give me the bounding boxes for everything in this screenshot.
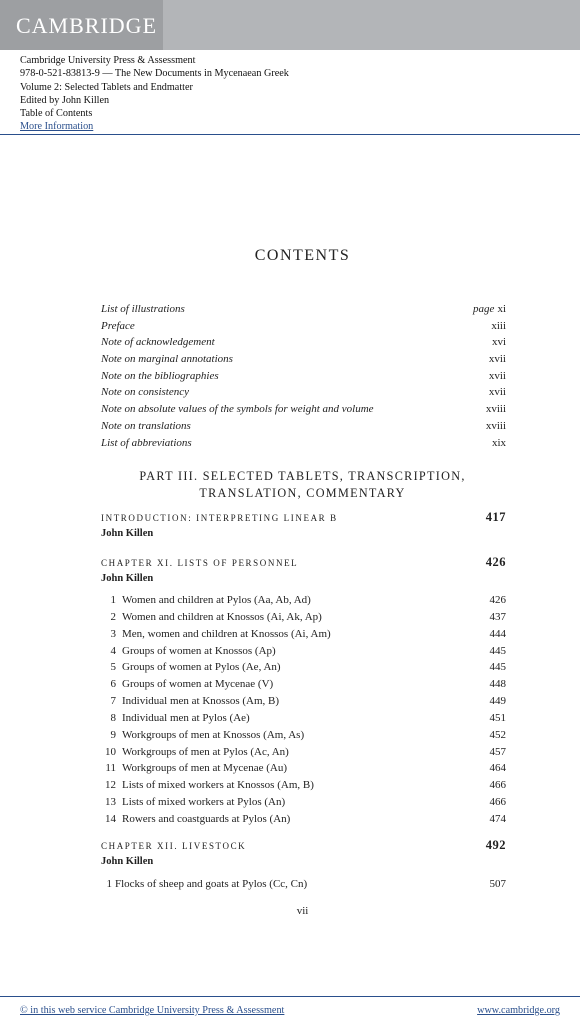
toc-item-label: Individual men at Knossos (Am, B) <box>122 695 280 708</box>
more-information-link[interactable]: More Information <box>20 121 94 133</box>
toc-item-label: Lists of mixed workers at Knossos (Am, B) <box>122 779 314 792</box>
toc-item <box>101 609 506 626</box>
front-matter-item <box>101 401 506 418</box>
front-matter-page: xvi <box>491 336 506 349</box>
toc-item-number: 4 <box>110 644 116 657</box>
toc-item-number: 1 <box>110 594 116 606</box>
toc-item-number: 9 <box>110 728 116 741</box>
contents-heading: CONTENTS <box>254 247 351 264</box>
toc-item <box>101 643 506 660</box>
introduction-author: John Killen <box>101 528 154 539</box>
toc-item-label: Workgroups of men at Mycenae (Au) <box>122 762 287 775</box>
toc-item-number: 14 <box>105 812 116 825</box>
toc-item-page: 449 <box>489 695 506 708</box>
isbn-title-line: 978-0-521-83813-9 — The New Documents in Mycenaean Greek <box>20 68 289 80</box>
chapter-xi-items <box>101 592 506 828</box>
toc-item-number: 8 <box>110 711 116 724</box>
logo-text: CAMBRIDGE <box>16 13 158 38</box>
chapter-xii-page: 492 <box>485 838 506 852</box>
front-matter-page-cell <box>486 384 506 401</box>
toc-item-number: 13 <box>105 796 116 809</box>
toc-item <box>101 760 506 777</box>
front-matter-item <box>101 334 506 351</box>
toc-item-page: 437 <box>489 610 506 623</box>
toc-item <box>101 811 506 828</box>
header-divider <box>0 134 580 135</box>
front-matter-item <box>101 435 506 452</box>
toc-item-page: 474 <box>489 812 506 825</box>
toc-item-label: Lists of mixed workers at Pylos (An) <box>122 796 286 809</box>
front-matter-title: Preface <box>101 319 135 332</box>
front-matter-page-cell <box>483 401 506 418</box>
front-matter-page-cell <box>486 351 506 368</box>
toc-item-label: Women and children at Knossos (Ai, Ak, Ap) <box>122 610 322 623</box>
toc-item-label: Groups of women at Mycenae (V) <box>122 678 274 691</box>
toc-item-label: Flocks of sheep and goats at Pylos (Cc, Cn) <box>115 878 308 890</box>
front-matter-page-cell <box>473 301 506 318</box>
chapter-xi-author: John Killen <box>101 573 154 584</box>
toc-item-page: 507 <box>489 878 506 890</box>
front-matter-page: xvii <box>488 369 506 382</box>
toc-item-number: 2 <box>110 610 116 623</box>
front-matter-page-cell <box>489 435 506 452</box>
front-matter-list <box>101 301 506 451</box>
toc-item <box>101 777 506 794</box>
chapter-xii-author: John Killen <box>101 856 154 867</box>
toc-item-label: Women and children at Pylos (Aa, Ab, Ad) <box>122 594 311 606</box>
front-matter-page: xiii <box>491 319 506 332</box>
publisher-line: Cambridge University Press & Assessment <box>20 55 196 66</box>
front-matter-item <box>101 318 506 335</box>
footer-divider <box>0 996 580 997</box>
front-matter-page: xvii <box>488 353 506 366</box>
toc-item-page: 444 <box>489 627 506 640</box>
toc-item <box>101 676 506 693</box>
toc-item-number: 7 <box>110 695 116 708</box>
copyright-link[interactable]: © in this web service Cambridge University Press & Assessment <box>20 1005 285 1016</box>
toc-item-page: 445 <box>489 644 506 657</box>
front-matter-page: xviii <box>485 403 506 416</box>
toc-item-label: Men, women and children at Knossos (Ai, Am) <box>122 627 331 640</box>
editor-line: Edited by John Killen <box>20 94 110 106</box>
toc-item-label: Workgroups of men at Knossos (Am, As) <box>122 728 305 741</box>
front-matter-item <box>101 301 506 318</box>
chapter-xi-page: 426 <box>485 555 506 569</box>
toc-item-page: 448 <box>489 678 506 691</box>
chapter-xii-entry <box>101 838 506 867</box>
toc-item-page: 452 <box>489 728 506 741</box>
page-prefix: page <box>473 303 495 315</box>
front-matter-page-cell <box>488 318 506 335</box>
toc-item <box>101 876 506 892</box>
toc-item-number: 1 <box>106 878 112 890</box>
toc-item-page: 457 <box>489 745 506 758</box>
toc-item <box>101 693 506 710</box>
toc-item-page: 466 <box>489 796 506 809</box>
front-matter-title: List of abbreviations <box>101 436 192 449</box>
front-matter-page-cell <box>489 334 506 351</box>
front-matter-item <box>101 384 506 401</box>
introduction-title: INTRODUCTION: INTERPRETING LINEAR B <box>101 513 338 523</box>
toc-item-label: Individual men at Pylos (Ae) <box>122 711 250 724</box>
front-matter-page: xix <box>491 436 506 449</box>
chapter-xii-items <box>101 876 506 892</box>
toc-item-label: Groups of women at Pylos (Ae, An) <box>122 661 281 674</box>
front-matter-page-cell <box>486 368 506 385</box>
toc-item-page: 451 <box>489 711 506 724</box>
toc-item <box>101 794 506 811</box>
introduction-entry <box>101 510 506 539</box>
front-matter-title: List of illustrations <box>101 303 185 315</box>
toc-item <box>101 659 506 676</box>
part-heading-line-2: TRANSLATION, COMMENTARY <box>199 486 406 500</box>
chapter-xi-entry <box>101 555 506 584</box>
front-matter-item <box>101 368 506 385</box>
front-matter-item <box>101 351 506 368</box>
toc-item-page: 464 <box>489 762 506 775</box>
toc-item-page: 445 <box>489 661 506 674</box>
toc-item-page: 466 <box>489 779 506 792</box>
toc-item-label: Groups of women at Knossos (Ap) <box>122 644 276 657</box>
chapter-xii-title: CHAPTER XII. LIVESTOCK <box>101 841 247 851</box>
toc-item-number: 12 <box>105 779 116 792</box>
toc-item-label: Rowers and coastguards at Pylos (An) <box>122 812 291 825</box>
toc-item-number: 5 <box>110 661 116 674</box>
volume-line: Volume 2: Selected Tablets and Endmatter <box>20 81 193 93</box>
front-matter-page: xviii <box>485 419 506 432</box>
front-matter-page-cell <box>483 418 506 435</box>
toc-item <box>101 727 506 744</box>
toc-item <box>101 710 506 727</box>
toc-item-number: 11 <box>105 762 116 775</box>
toc-item-number: 6 <box>110 678 116 691</box>
front-matter-title: Note of acknowledgement <box>101 336 215 349</box>
toc-item-number: 10 <box>105 745 116 758</box>
part-heading-line-1: PART III. SELECTED TABLETS, TRANSCRIPTION, <box>139 469 466 483</box>
front-matter-title: Note on the bibliographies <box>101 369 219 382</box>
front-matter-title: Note on translations <box>101 419 191 432</box>
page-folio: vii <box>296 905 309 917</box>
toc-item <box>101 626 506 643</box>
front-matter-title: Note on absolute values of the symbols for weight and volume <box>101 403 374 416</box>
chapter-xi-title: CHAPTER XI. LISTS OF PERSONNEL <box>101 558 299 568</box>
toc-item-page: 426 <box>489 594 506 606</box>
cambridge-logo[interactable] <box>0 0 163 50</box>
front-matter-title: Note on consistency <box>101 386 189 399</box>
introduction-page: 417 <box>485 510 506 524</box>
toc-item <box>101 744 506 761</box>
book-metadata <box>20 54 289 134</box>
part-heading <box>0 468 580 502</box>
front-matter-page: xvii <box>488 386 506 399</box>
front-matter-page: xi <box>497 303 506 315</box>
toc-item-number: 3 <box>110 627 116 640</box>
cambridge-website-link[interactable]: www.cambridge.org <box>477 1005 560 1016</box>
section-line: Table of Contents <box>20 108 93 120</box>
front-matter-title: Note on marginal annotations <box>101 353 233 366</box>
toc-item-label: Workgroups of men at Pylos (Ac, An) <box>122 745 289 758</box>
toc-item <box>101 592 506 609</box>
front-matter-item <box>101 418 506 435</box>
